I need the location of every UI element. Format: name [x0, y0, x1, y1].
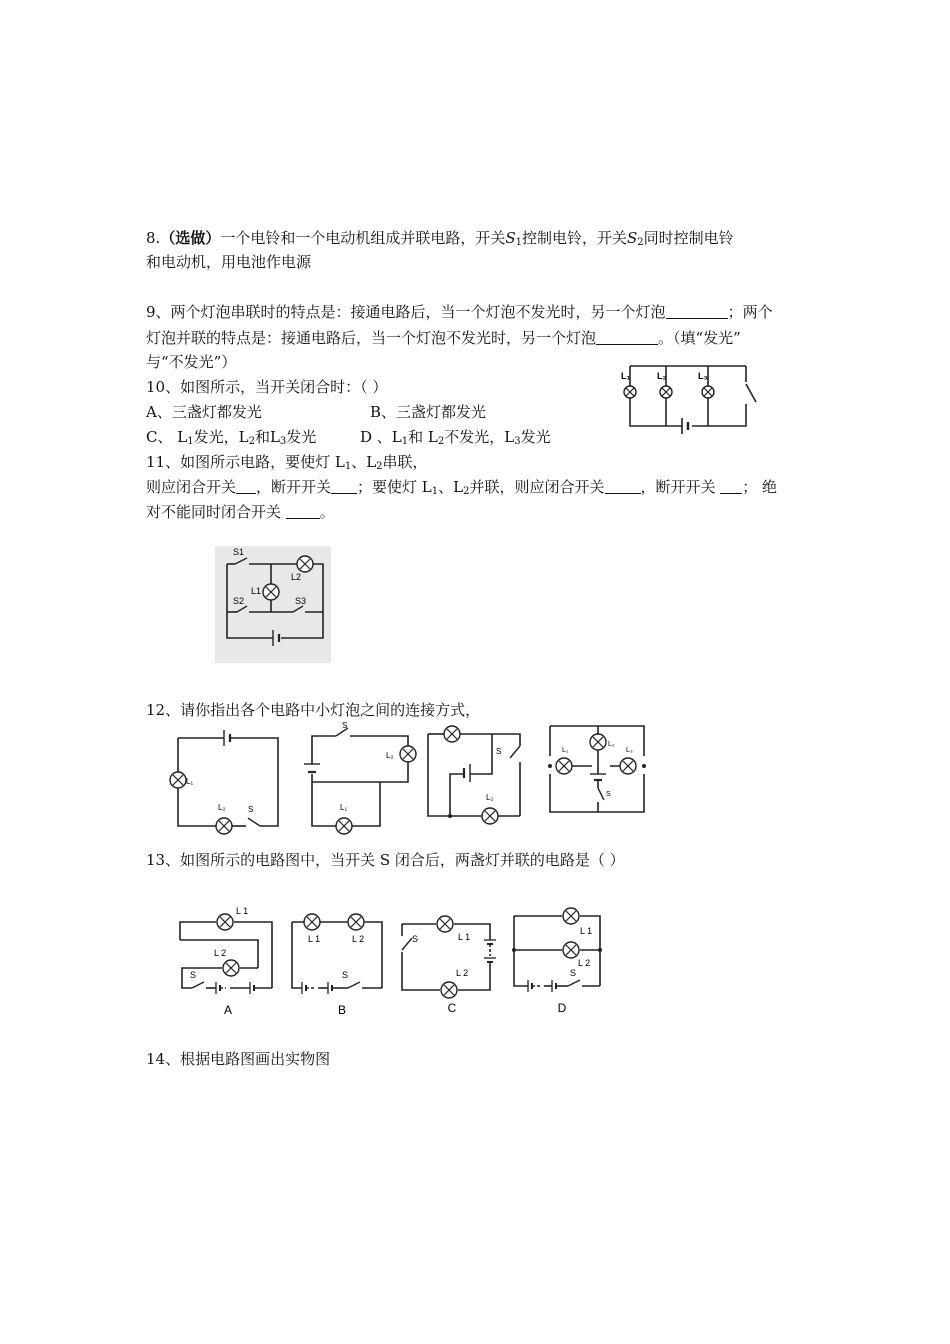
- svg-text:L₂: L₂: [386, 751, 394, 760]
- q10-option-a: A、三盏灯都发光: [146, 403, 262, 421]
- svg-text:S: S: [190, 970, 197, 980]
- svg-text:L₂: L₂: [218, 803, 226, 812]
- q11-blank4[interactable]: [720, 479, 742, 494]
- svg-text:L 1: L 1: [308, 934, 321, 944]
- q11-line1: 11、如图所示电路，要使灯 $L_1$、$L_2$串联，: [146, 453, 428, 472]
- label-a: A: [223, 1003, 233, 1017]
- q11-blank5[interactable]: [286, 504, 320, 519]
- q9-line2: 灯泡并联的特点是：接通电路后，当一个灯泡不发光时，另一个灯泡 。（填“发光”: [146, 329, 741, 347]
- label-c: C: [447, 1001, 457, 1015]
- q12-circuit-4: [548, 726, 646, 812]
- label-s3: S3: [295, 596, 307, 606]
- svg-text:L 2: L 2: [578, 958, 591, 968]
- q11-circuit-diagram: [215, 546, 331, 663]
- svg-text:L 2: L 2: [214, 948, 227, 958]
- svg-text:L₂: L₂: [608, 741, 615, 748]
- svg-text:S: S: [606, 791, 611, 798]
- q11-blank1[interactable]: [236, 479, 256, 494]
- svg-text:S: S: [412, 934, 419, 944]
- svg-text:L₁: L₁: [562, 747, 569, 754]
- svg-text:S: S: [496, 747, 502, 756]
- lamp-l2-icon: [297, 556, 313, 572]
- label-l1: L1: [251, 586, 262, 596]
- q13-circuit-a: [180, 906, 272, 1017]
- q11-line3: 对不能同时闭合开关 。: [146, 503, 335, 521]
- q8-line2: 和电动机，用电池作电源: [146, 253, 312, 271]
- q12-circuit-diagrams: [170, 722, 650, 834]
- q11-blank3[interactable]: [605, 479, 641, 494]
- q10-option-c: C、 $L_1$发光，$L_2$和$L_3$发光: [146, 428, 317, 447]
- q12-stem: 12、请你指出各个电路中小灯泡之间的连接方式，: [146, 701, 481, 719]
- q12-circuit-3: [428, 726, 520, 824]
- label-l2: L2: [291, 572, 302, 582]
- q10-option-d: D 、$L_1$和 $L_2$不发光，$L_3$发光: [360, 428, 551, 447]
- q9-line1: 9、两个灯泡串联时的特点是：接通电路后，当一个灯泡不发光时，另一个灯泡 ；两个: [146, 303, 773, 321]
- svg-text:L 2: L 2: [352, 934, 365, 944]
- q9-blank1[interactable]: [666, 304, 728, 319]
- q11-blank2[interactable]: [331, 479, 357, 494]
- label-l2: L₂: [657, 371, 667, 381]
- svg-text:S: S: [342, 970, 349, 980]
- lamp-l2-icon: [660, 386, 672, 398]
- q9-line3: 与“不发光”）: [146, 353, 237, 371]
- q10-stem: 10、如图所示，当开关闭合时：（ ）: [146, 378, 388, 396]
- q13-circuit-b: [292, 914, 382, 1017]
- svg-text:S: S: [570, 968, 577, 978]
- svg-text:S: S: [342, 721, 348, 730]
- label-l1: L₁: [621, 371, 631, 381]
- label-s1: S1: [233, 547, 245, 557]
- svg-text:L₂: L₂: [486, 793, 494, 802]
- q12-circuit-2: [304, 721, 416, 834]
- q9-blank2[interactable]: [596, 330, 658, 345]
- q13-stem: 13、如图所示的电路图中，当开关 S 闭合后，两盏灯并联的电路是（ ）: [146, 851, 625, 869]
- q13-circuit-d: [512, 908, 602, 1015]
- q13-circuit-diagrams: [172, 904, 612, 1020]
- label-b: B: [337, 1003, 347, 1017]
- lamp-l1-icon: [263, 584, 279, 600]
- q13-circuit-c: [402, 916, 496, 1015]
- lamp-l1-icon: [624, 386, 636, 398]
- svg-text:L₁: L₁: [340, 803, 348, 812]
- label-l3: L₃: [698, 371, 708, 381]
- q12-circuit-1: [170, 730, 278, 834]
- svg-text:L₁: L₁: [186, 777, 194, 786]
- svg-text:L₃: L₃: [626, 747, 633, 754]
- q10-option-b: B、三盏灯都发光: [370, 403, 487, 421]
- label-d: D: [557, 1001, 567, 1015]
- q11-line2: 则应闭合开关 ，断开开关 ；要使灯 $L_1$、$L_2$并联，则应闭合开关 ，断开开关 ； 绝: [146, 478, 778, 497]
- q10-circuit-diagram: [620, 360, 770, 435]
- q14-stem: 14、根据电路图画出实物图: [146, 1050, 331, 1068]
- svg-text:S: S: [248, 805, 254, 814]
- svg-text:L 2: L 2: [456, 968, 469, 978]
- q8-tag: （选做）: [160, 229, 221, 247]
- svg-text:L 1: L 1: [458, 932, 471, 942]
- svg-text:L 1: L 1: [580, 926, 593, 936]
- svg-text:L 1: L 1: [236, 906, 249, 916]
- label-s2: S2: [233, 596, 245, 606]
- q8-line1: 8.（选做）一个电铃和一个电动机组成并联电路，开关$S_1$控制电铃，开关$S_2$同时控制电铃: [146, 229, 734, 248]
- lamp-l3-icon: [702, 386, 714, 398]
